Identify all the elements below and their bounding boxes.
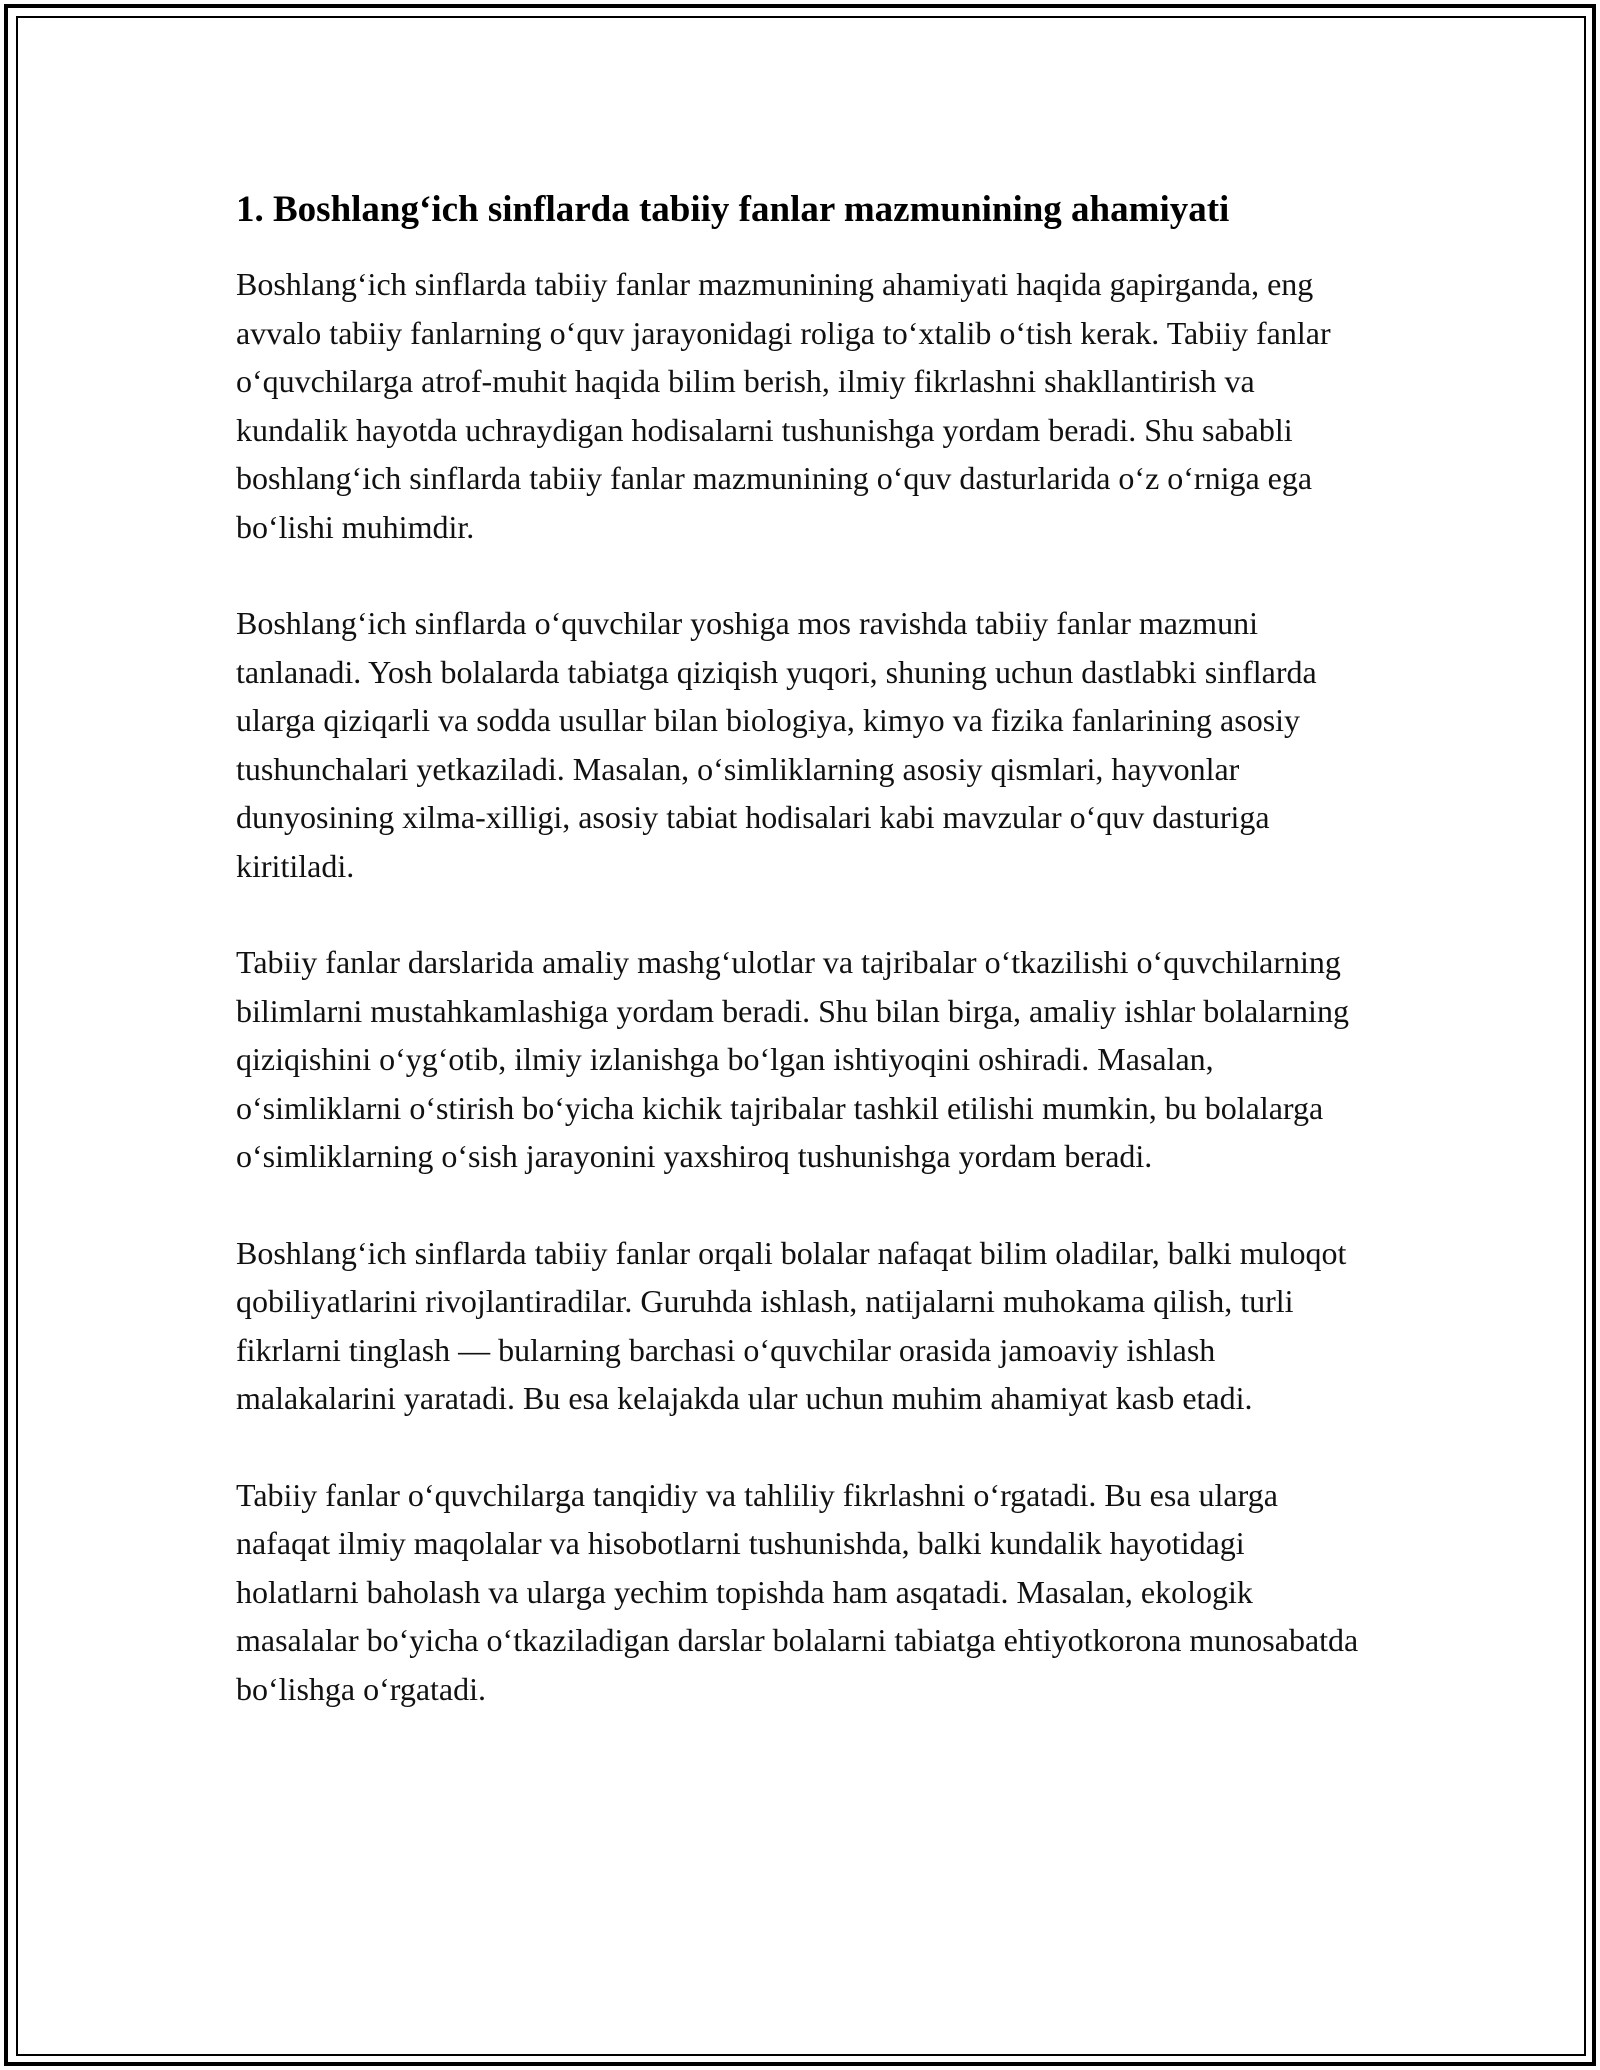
document-body — [236, 186, 1366, 1761]
paragraph-2: Boshlang‘ich sinflarda o‘quvchilar yoshiga mos ravishda tabiiy fanlar mazmuni tanlanadi. Yosh bolalarda tabiatga qiziqish yuqori, shuning uchun dastlabki sinflarda ularga qiziqarli va sodda usullar bilan biologiya, kimyo va fizika fanlarining asosiy tushunchalari yetkaziladi. Masalan, o‘simliklarning asosiy qismlari, hayvonlar dunyosining xilma-xilligi, asosiy tabiat hodisalari kabi mavzular o‘quv dasturiga kiritiladi. — [236, 605, 1317, 884]
paragraph-1: Boshlang‘ich sinflarda tabiiy fanlar mazmunining ahamiyati haqida gapirganda, eng avvalo tabiiy fanlarning o‘quv jarayonidagi roliga to‘xtalib o‘tish kerak. Tabiiy fanlar o‘quvchilarga atrof-muhit haqida bilim berish, ilmiy fikrlashni shakllantirish va kundalik hayotda uchraydigan hodisalarni tushunishga yordam beradi. Shu sababli boshlang‘ich sinflarda tabiiy fanlar mazmunining o‘quv dasturlarida o‘z o‘rniga ega bo‘lishi muhimdir. — [236, 266, 1331, 545]
section-heading: 1. Boshlang‘ich sinflarda tabiiy fanlar mazmunining ahamiyati — [236, 189, 1230, 230]
paragraph-3: Tabiiy fanlar darslarida amaliy mashg‘ulotlar va tajribalar o‘tkazilishi o‘quvchilarning bilimlarni mustahkamlashiga yordam beradi. Shu bilan birga, amaliy ishlar bolalarning qiziqishini o‘yg‘otib, ilmiy izlanishga bo‘lgan ishtiyoqini oshiradi. Masalan, o‘simliklarni o‘stirish bo‘yicha kichik tajribalar tashkil etilishi mumkin, bu bolalarga o‘simliklarning o‘sish jarayonini yaxshiroq tushunishga yordam beradi. — [236, 944, 1349, 1174]
paragraph-4: Boshlang‘ich sinflarda tabiiy fanlar orqali bolalar nafaqat bilim oladilar, balki muloqot qobiliyatlarini rivojlantiradilar. Guruhda ishlash, natijalarni muhokama qilish, turli fikrlarni tinglash — bularning barchasi o‘quvchilar orasida jamoaviy ishlash malakalarini yaratadi. Bu esa kelajakda ular uchun muhim ahamiyat kasb etadi. — [236, 1234, 1347, 1416]
paragraph-5: Tabiiy fanlar o‘quvchilarga tanqidiy va tahliliy fikrlashni o‘rgatadi. Bu esa ularga nafaqat ilmiy maqolalar va hisobotlarni tushunishda, balki kundalik hayotidagi holatlarni baholash va ularga yechim topishda ham asqatadi. Masalan, ekologik masalalar bo‘yicha o‘tkaziladigan darslar bolalarni tabiatga ehtiyotkorona munosabatda bo‘lishga o‘rgatadi. — [236, 1476, 1359, 1707]
